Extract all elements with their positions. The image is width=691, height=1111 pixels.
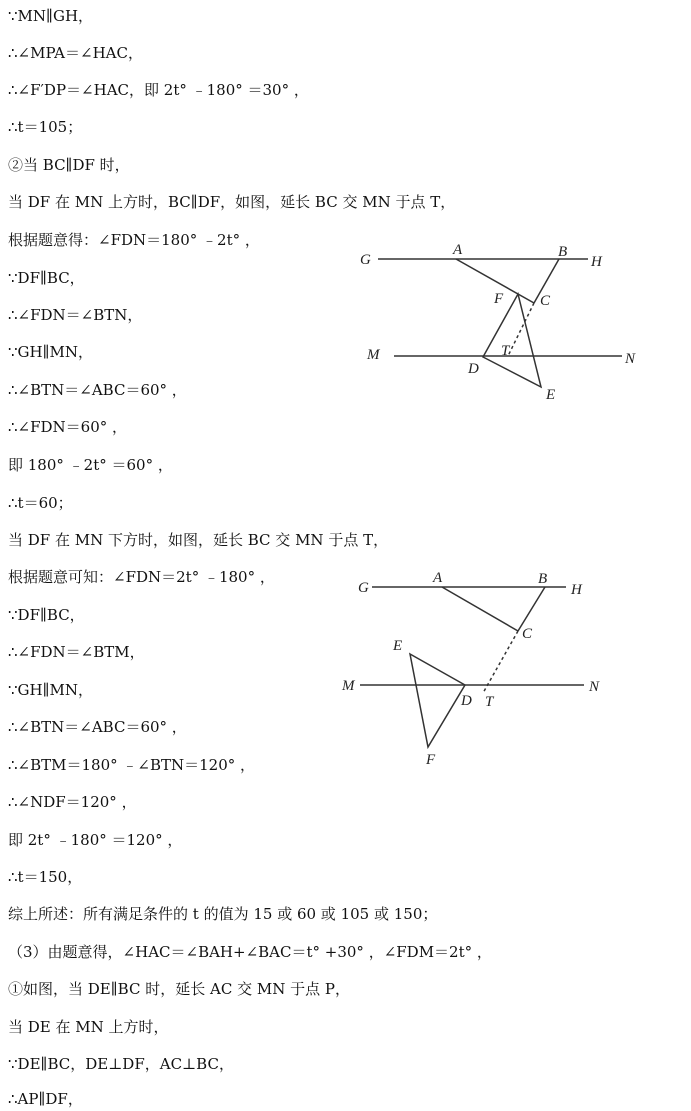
text-line: ∴∠NDF＝120° ， <box>8 793 137 811</box>
text-line: ∴t＝60； <box>8 494 73 512</box>
text-line: 当 DF 在 MN 下方时，如图，延长 BC 交 MN 于点 T， <box>8 531 389 549</box>
text-line: （3）由题意得，∠HAC＝∠BAH+∠BAC＝t° +30° ，∠FDM＝2t° ， <box>8 943 492 961</box>
label-b: B <box>558 244 568 260</box>
text-line: ∴AP∥DF， <box>8 1090 83 1108</box>
label-c: C <box>522 626 533 642</box>
extension-ct <box>508 303 534 356</box>
triangle-def <box>410 654 465 747</box>
text-line: ②当 BC∥DF 时， <box>8 156 130 174</box>
label-c: C <box>540 293 551 309</box>
label-n: N <box>625 351 636 367</box>
label-b: B <box>538 571 548 587</box>
text-line: ∴t＝105； <box>8 118 83 136</box>
label-d: D <box>461 693 472 709</box>
text-line: ∴∠MPA＝∠HAC， <box>8 44 143 62</box>
text-line: 即 180° ﹣2t° ＝60° ， <box>8 456 173 474</box>
label-g: G <box>358 580 369 596</box>
label-f: F <box>426 752 436 768</box>
label-e: E <box>393 638 403 654</box>
text-line: 即 2t° ﹣180° ＝120° ， <box>8 831 183 849</box>
label-m: M <box>367 347 380 363</box>
text-line: ∴∠F′DP＝∠HAC，即 2t° ﹣180° ＝30° ， <box>8 81 309 99</box>
text-line: ∴∠FDN＝∠BTN， <box>8 306 143 324</box>
segment-bc <box>518 587 545 631</box>
text-line: 根据题意得：∠FDN＝180° ﹣2t° ， <box>8 231 260 249</box>
label-t: T <box>501 343 510 359</box>
label-t: T <box>485 694 494 710</box>
text-line: 当 DF 在 MN 上方时，BC∥DF，如图，延长 BC 交 MN 于点 T， <box>8 193 456 211</box>
label-n: N <box>589 679 600 695</box>
geometry-figure-1 <box>350 235 650 410</box>
label-h: H <box>591 254 602 270</box>
text-line: ∴∠FDN＝∠BTM， <box>8 643 145 661</box>
text-line: ∴∠BTM＝180° ﹣∠BTN＝120° ， <box>8 756 256 774</box>
text-line: ∵MN∥GH， <box>8 7 94 25</box>
label-a: A <box>433 570 443 586</box>
text-line: ∵DF∥BC， <box>8 269 85 287</box>
label-f: F <box>494 291 504 307</box>
label-g: G <box>360 252 371 268</box>
extension-ct <box>483 631 518 693</box>
text-line: ①如图，当 DE∥BC 时，延长 AC 交 MN 于点 P， <box>8 980 350 998</box>
label-a: A <box>453 242 463 258</box>
text-line: ∵DE∥BC，DE⊥DF，AC⊥BC， <box>8 1055 234 1073</box>
text-line: 当 DE 在 MN 上方时， <box>8 1018 169 1036</box>
text-line: ∵DF∥BC， <box>8 606 85 624</box>
label-d: D <box>468 361 479 377</box>
text-line: ∵GH∥MN， <box>8 681 94 699</box>
triangle-def <box>483 294 541 387</box>
geometry-figure-2 <box>340 565 640 770</box>
label-m: M <box>342 678 355 694</box>
text-line: ∴t＝150， <box>8 868 83 886</box>
text-line: ∵GH∥MN， <box>8 343 94 361</box>
text-line: 根据题意可知：∠FDN＝2t° ﹣180° ， <box>8 568 275 586</box>
text-line: ∴∠FDN＝60° ， <box>8 418 128 436</box>
label-e: E <box>546 387 556 403</box>
text-line: 综上所述：所有满足条件的 t 的值为 15 或 60 或 105 或 150； <box>8 905 438 923</box>
text-line: ∴∠BTN＝∠ABC＝60° ， <box>8 381 187 399</box>
text-line: ∴∠BTN＝∠ABC＝60° ， <box>8 718 187 736</box>
label-h: H <box>571 582 582 598</box>
segment-ac <box>442 587 518 631</box>
